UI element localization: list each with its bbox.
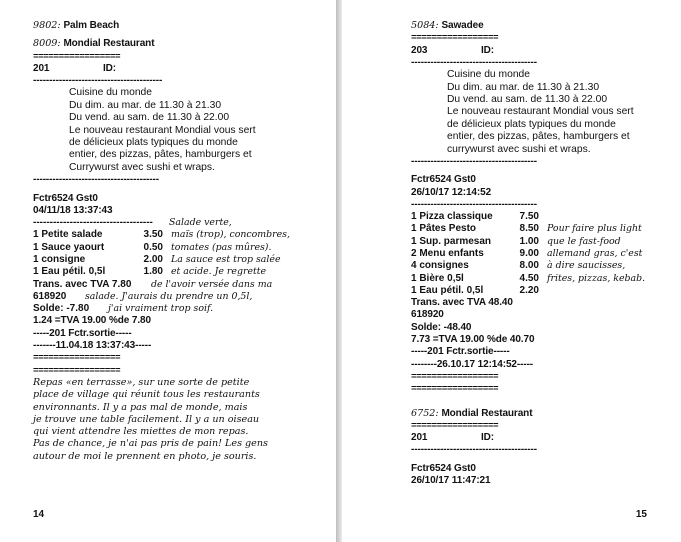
- receipt-id: Fctr6524 Gst0: [411, 174, 476, 186]
- item-label: 4 consignes: [411, 260, 469, 272]
- story-line: qui vient attendre les miettes de mon repas.: [33, 426, 249, 438]
- handwritten-note: tomates (pas mûres).: [171, 241, 272, 253]
- description-line: Currywurst avec sushi et wraps.: [69, 161, 215, 173]
- sawadee-code: 5084:: [411, 20, 439, 31]
- receipt-row: [411, 211, 676, 223]
- item-label: 1 Eau pétil. 0,5l: [33, 266, 106, 278]
- item-price: 2.00: [143, 254, 163, 265]
- mondial-header: [33, 38, 323, 50]
- dash-rule: ----------------------------------------: [33, 75, 163, 87]
- story-line: autour de moi le prennent en photo, je souris.: [33, 450, 257, 462]
- receipt-row: [33, 303, 323, 315]
- dash-rule: ---------------------------------------: [411, 444, 537, 456]
- story-line: Pas de chance, je n'ai pas pris de pain! Les gens: [33, 438, 268, 450]
- page-number: 15: [635, 509, 647, 520]
- receipt-row: [33, 242, 323, 254]
- description-line: Du vend. au sam. de 11.30 à 22.00: [447, 93, 608, 105]
- receipt-row: [411, 260, 676, 272]
- item-price: 1.00: [519, 235, 539, 247]
- handwritten-note: maïs (trop), concombres,: [171, 229, 290, 241]
- right-page: [342, 0, 681, 542]
- equals-rule: =================: [411, 32, 499, 44]
- item-price: 4.50: [519, 272, 539, 284]
- item-label: 1 Sup. parmesan: [411, 235, 492, 247]
- handwritten-note: La sauce est trop salée: [171, 254, 281, 265]
- equals-rule: =================: [33, 352, 121, 364]
- item-label: 1 Eau pétil. 0,5l: [411, 284, 484, 296]
- palm-beach-header: [33, 20, 323, 32]
- receipt-date: 26/10/17 12:14:52: [411, 186, 492, 198]
- handwritten-note: frites, pizzas, kebab.: [547, 272, 646, 284]
- description-line: entier, des pizzas, pâtes, hamburgers et: [69, 149, 252, 161]
- tax-line: Trans. avec TVA 48.40: [411, 297, 513, 309]
- story-line: environnants. Il y a pas mal de monde, mais: [33, 401, 248, 413]
- receipt-row: [33, 266, 323, 278]
- mondial-name: Mondial Restaurant: [63, 38, 155, 50]
- equals-rule: =================: [411, 419, 499, 431]
- dash-rule: ---------------------------------------: [411, 198, 537, 210]
- vat-line: 7.73 =TVA 19.00 %de 40.70: [411, 334, 535, 346]
- handwritten-note: salade. J'aurais du prendre un 0,5l,: [85, 290, 253, 302]
- table-id-line: 201 ID:: [33, 62, 116, 74]
- handwritten-note: Salade verte,: [169, 217, 232, 229]
- item-price: 7.50: [519, 211, 539, 223]
- item-label: 618920: [33, 290, 67, 302]
- item-label: Trans. avec TVA 7.80: [33, 278, 132, 290]
- receipt-row: [411, 248, 676, 260]
- mondial-header: [411, 408, 676, 420]
- receipt-code: 618920: [411, 309, 444, 321]
- receipt-row: [33, 254, 323, 266]
- story-line: je trouve une table facilement. Il y a un oiseau: [33, 413, 260, 425]
- sortie-line: -----201 Fctr.sortie-----: [33, 327, 132, 339]
- item-price: 0.50: [143, 241, 163, 253]
- sawadee-header: [411, 20, 676, 32]
- item-label: 1 Sauce yaourt: [33, 241, 105, 253]
- receipt-id: Fctr6524 Gst0: [411, 462, 476, 474]
- story-text: [33, 377, 323, 463]
- item-price: 1.80: [143, 266, 163, 278]
- receipt-row: [33, 229, 323, 241]
- timestamp-line: -------11.04.18 13:37:43-----: [33, 340, 152, 352]
- dash-rule: ---------------------------------------: [411, 155, 537, 167]
- item-label: ------------------------------------: [33, 217, 153, 229]
- table-id-line: 203 ID:: [411, 44, 494, 56]
- dash-rule: ---------------------------------------: [33, 174, 159, 186]
- right-column: [411, 20, 676, 487]
- description-line: de délicieux plats typiques du monde: [447, 118, 616, 130]
- story-line: Repas «en terrasse», sur une sorte de petite: [33, 376, 250, 388]
- equals-rule: =================: [411, 383, 499, 395]
- dash-rule: ---------------------------------------: [411, 56, 537, 68]
- description-line: de délicieux plats typiques du monde: [69, 137, 238, 149]
- receipt-row: [33, 279, 323, 291]
- sortie-line: -----201 Fctr.sortie-----: [411, 346, 510, 358]
- mondial-code: 8009:: [33, 38, 61, 50]
- equals-rule: =================: [33, 364, 121, 376]
- tax-line: 1.24 =TVA 19.00 %de 7.80: [33, 315, 151, 327]
- item-label: 1 Pizza classique: [411, 211, 493, 223]
- item-price: 8.50: [519, 223, 539, 235]
- item-label: 1 Bière 0,5l: [411, 272, 464, 284]
- handwritten-note: Pour faire plus light: [547, 223, 642, 235]
- timestamp-line: --------26.10.17 12:14:52-----: [411, 358, 534, 370]
- balance-line: Solde: -48.40: [411, 321, 472, 333]
- item-label: 1 Petite salade: [33, 229, 103, 241]
- item-label: 2 Menu enfants: [411, 248, 484, 259]
- handwritten-note: de l'avoir versée dans ma: [151, 278, 273, 290]
- left-column: [33, 20, 323, 463]
- equals-rule: =================: [411, 370, 499, 382]
- receipt-row: [411, 223, 676, 235]
- receipt-id: Fctr6524 Gst0: [33, 192, 98, 204]
- description-line: entier, des pizzas, pâtes, hamburgers et: [447, 131, 630, 143]
- left-page: [0, 0, 336, 542]
- receipt-date: 26/10/17 11:47:21: [411, 475, 491, 487]
- description-line: currywurst avec sushi et wraps.: [447, 143, 591, 155]
- handwritten-note: et acide. Je regrette: [171, 266, 267, 278]
- handwritten-note: allemand gras, c'est: [547, 248, 643, 259]
- description-line: Le nouveau restaurant Mondial vous sert: [447, 106, 634, 118]
- restaurant-description: [411, 69, 676, 156]
- item-label: 1 consigne: [33, 254, 86, 265]
- receipt-row: [411, 285, 676, 297]
- item-price: 9.00: [519, 248, 539, 259]
- sawadee-name: Sawadee: [441, 20, 484, 31]
- description-line: Cuisine du monde: [69, 87, 152, 99]
- item-label: 1 Pâtes Pesto: [411, 223, 477, 235]
- page-number: 14: [33, 509, 45, 520]
- table-id-line: 201 ID:: [411, 432, 494, 444]
- handwritten-note: à dire saucisses,: [547, 260, 626, 272]
- receipt-date: 04/11/18 13:37:43: [33, 204, 113, 216]
- description-line: Le nouveau restaurant Mondial vous sert: [69, 124, 256, 136]
- equals-rule: =================: [33, 50, 121, 62]
- receipt-row: [33, 217, 323, 229]
- item-price: 2.20: [519, 284, 539, 296]
- description-line: Du vend. au sam. de 11.30 à 22.00: [69, 112, 230, 124]
- receipt-row: [411, 236, 676, 248]
- description-line: Cuisine du monde: [447, 69, 530, 81]
- item-price: 8.00: [519, 260, 539, 272]
- item-label: Solde: -7.80: [33, 303, 90, 315]
- palm-beach-code: 9802:: [33, 20, 61, 31]
- description-line: Du dim. au mar. de 11.30 à 21.30: [447, 81, 600, 93]
- handwritten-note: que le fast-food: [547, 235, 621, 247]
- description-line: Du dim. au mar. de 11.30 à 21.30: [69, 99, 222, 111]
- story-line: place de village qui réunit tous les restaurants: [33, 389, 260, 401]
- receipt-items: [33, 217, 323, 315]
- mondial-code: 6752:: [411, 407, 439, 419]
- receipt-row: [411, 273, 676, 285]
- receipt-items: [411, 211, 676, 297]
- palm-beach-name: Palm Beach: [63, 20, 120, 31]
- restaurant-description: [33, 87, 323, 174]
- receipt-row: [33, 291, 323, 303]
- item-price: 3.50: [143, 229, 163, 241]
- mondial-name: Mondial Restaurant: [441, 407, 533, 419]
- handwritten-note: j'ai vraiment trop soif.: [108, 303, 214, 315]
